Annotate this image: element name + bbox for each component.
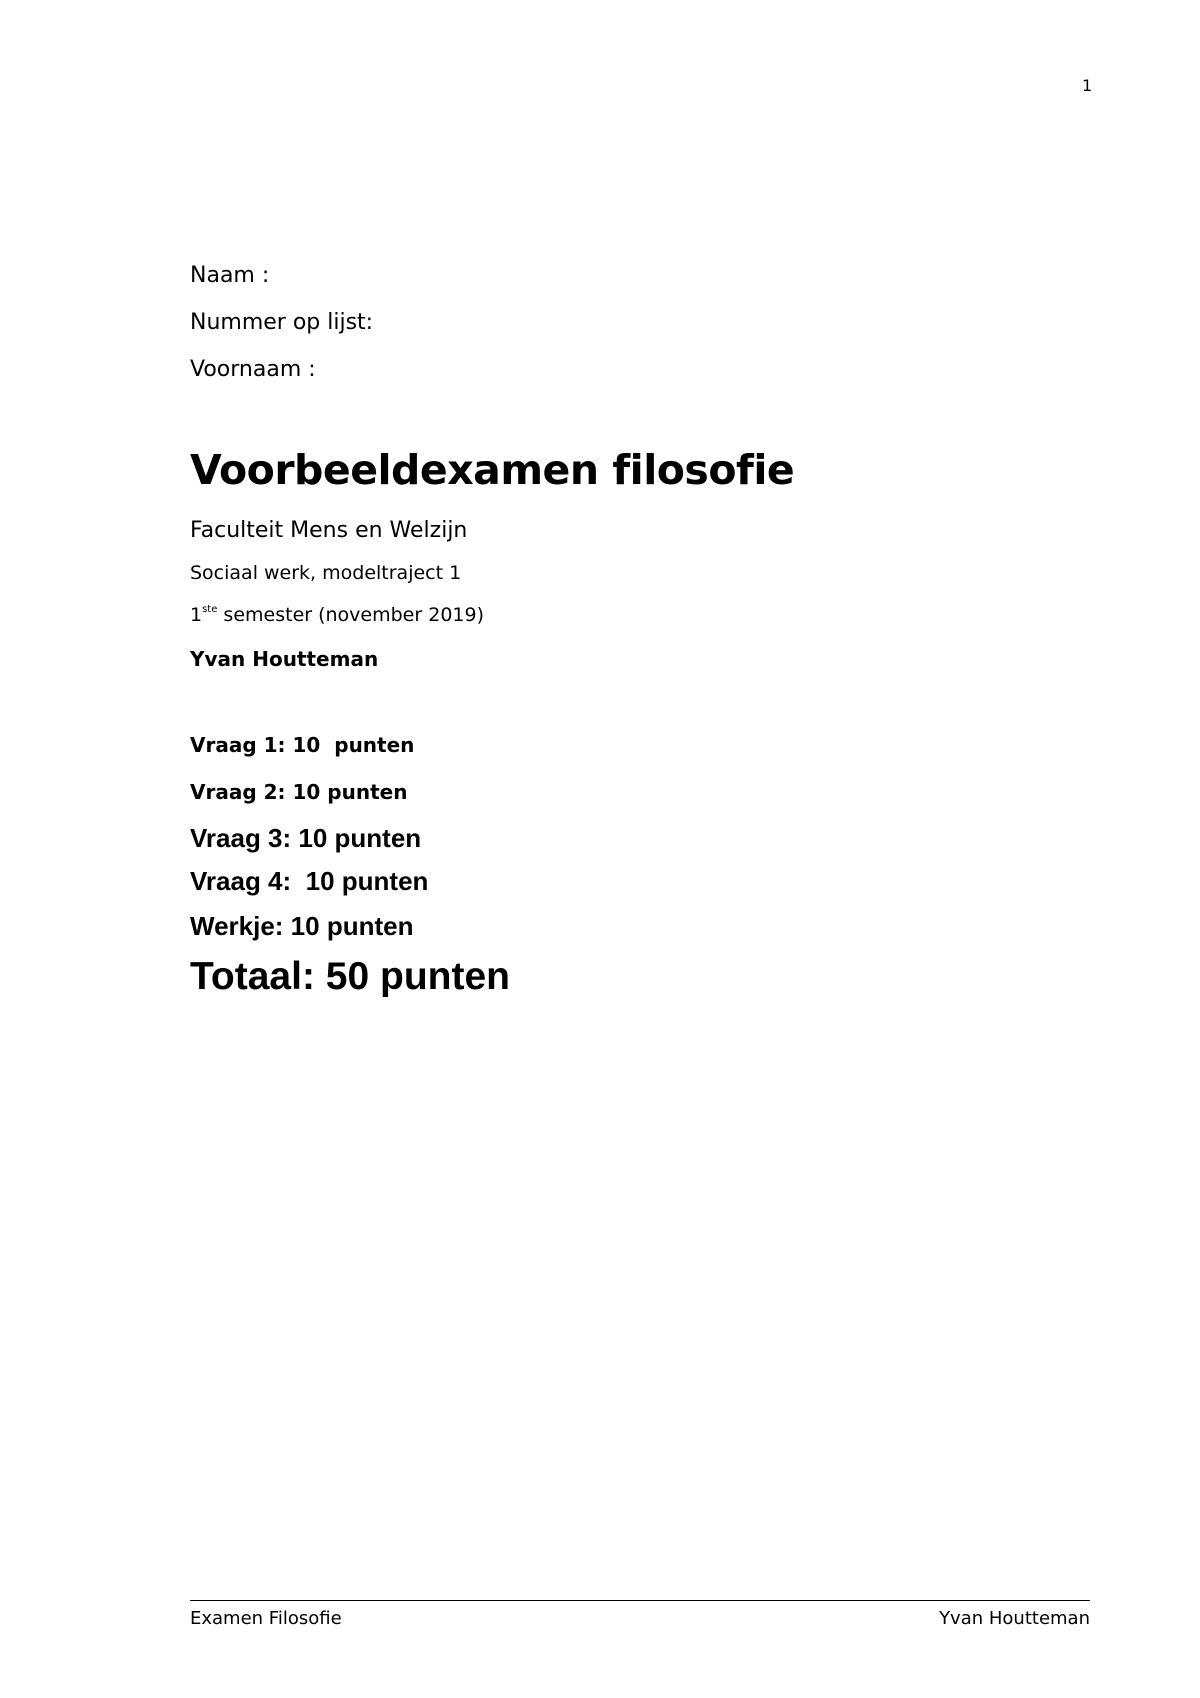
footer-divider [190,1600,1090,1601]
faculty-name: Faculteit Mens en Welzijn [190,518,468,543]
footer-author: Yvan Houtteman [939,1608,1090,1629]
program-name: Sociaal werk, modeltraject 1 [190,562,462,584]
score-line-question-2: Vraag 2: 10 punten [190,780,408,804]
total-score: Totaal: 50 punten [190,955,510,998]
list-number-field-label: Nummer op lijst: [190,310,374,335]
semester-suffix: ste [202,603,218,615]
score-line-question-1: Vraag 1: 10 punten [190,733,415,757]
name-field-label: Naam : [190,263,270,288]
author-name: Yvan Houtteman [190,647,379,671]
score-line-question-4: Vraag 4: 10 punten [190,866,429,896]
page-number: 1 [1082,76,1093,95]
first-name-field-label: Voornaam : [190,357,316,382]
semester-line [190,604,484,626]
semester-number: 1 [190,604,203,626]
score-line-assignment: Werkje: 10 punten [190,911,414,941]
semester-text: semester (november 2019) [217,604,484,626]
score-line-question-3: Vraag 3: 10 punten [190,823,422,853]
document-title: Voorbeeldexamen filosofie [190,446,795,494]
footer-course-title: Examen Filosofie [190,1608,342,1629]
